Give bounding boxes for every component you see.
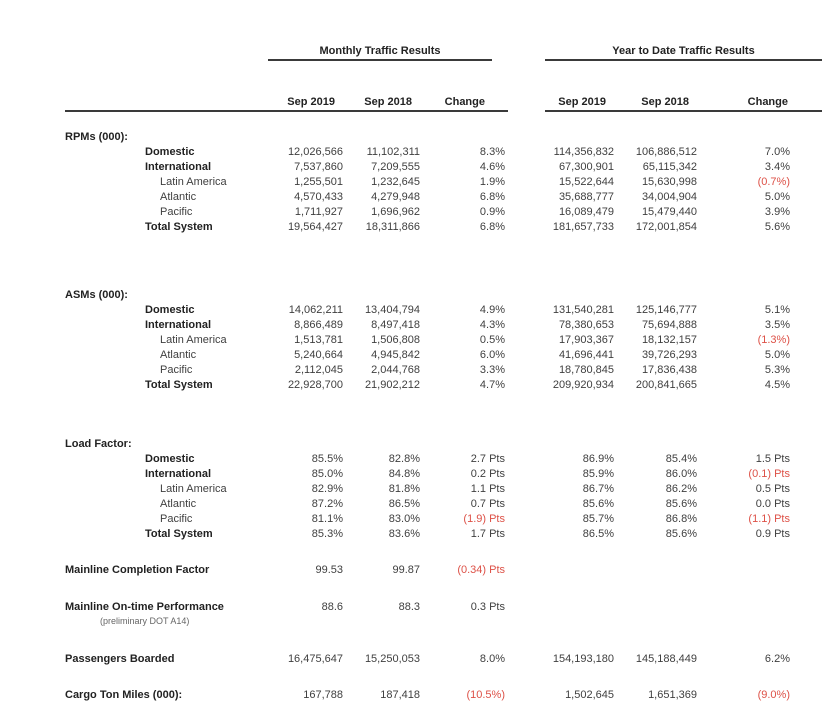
cell-monthly-change: 1.7 Pts <box>470 528 505 540</box>
cell-monthly-sep2018: 8,497,418 <box>371 319 420 331</box>
cell-ytd-sep2018: 106,886,512 <box>635 146 697 158</box>
cell-ytd-change: 0.0 Pts <box>755 498 790 510</box>
cell-monthly-sep2018: 1,506,808 <box>371 334 420 346</box>
header-underline-left <box>65 110 508 112</box>
cell-monthly-change: 0.2 Pts <box>470 468 505 480</box>
cell-monthly-sep2019: 7,537,860 <box>294 161 343 173</box>
column-header-monthly-change: Change <box>444 96 485 108</box>
cell-monthly-sep2018: 18,311,866 <box>365 221 420 233</box>
cell-monthly-change: 8.0% <box>479 653 505 665</box>
row-label: Total System <box>145 379 213 391</box>
cell-monthly-change: 0.5% <box>479 334 505 346</box>
cell-ytd-sep2018: 18,132,157 <box>641 334 697 346</box>
cell-ytd-sep2019: 78,380,653 <box>558 319 614 331</box>
cell-monthly-change: 1.1 Pts <box>470 483 505 495</box>
cell-ytd-sep2019: 85.6% <box>582 498 614 510</box>
cell-ytd-sep2018: 145,188,449 <box>635 653 697 665</box>
cell-monthly-sep2018: 2,044,768 <box>371 364 420 376</box>
column-header-row <box>0 95 835 110</box>
column-header-ytd-sep2019: Sep 2019 <box>558 96 606 108</box>
row-label: Passengers Boarded <box>65 653 175 665</box>
cell-ytd-change: 1.5 Pts <box>755 453 790 465</box>
cell-ytd-change <box>697 563 790 578</box>
cell-ytd-sep2018: 15,479,440 <box>641 206 697 218</box>
column-header-ytd-change: Change <box>747 96 788 108</box>
table-row <box>0 160 835 175</box>
column-gap <box>505 333 549 348</box>
row-label: Latin America <box>160 483 227 495</box>
column-header-monthly-sep2019: Sep 2019 <box>287 96 335 108</box>
cell-ytd-change: 0.9 Pts <box>755 528 790 540</box>
cell-ytd-change: (1.3%) <box>757 334 790 346</box>
row-label-spacer <box>65 95 265 110</box>
cell-monthly-change: 4.7% <box>479 379 505 391</box>
cell-ytd-sep2019: 86.7% <box>582 483 614 495</box>
cell-ytd-change: (0.1) Pts <box>748 468 790 480</box>
cell-monthly-sep2018: 187,418 <box>380 689 420 701</box>
row-label: Latin America <box>160 176 227 188</box>
cell-ytd-change: 6.2% <box>764 653 790 665</box>
table-row <box>0 363 835 378</box>
column-gap <box>505 190 549 205</box>
cell-ytd-sep2019: 17,903,367 <box>558 334 614 346</box>
cell-ytd-change: (9.0%) <box>757 689 790 701</box>
cell-monthly-change: 6.8% <box>479 191 505 203</box>
row-label: Mainline On-time Performance (preliminary DOT A14) <box>65 600 265 628</box>
column-gap <box>505 467 549 482</box>
cell-monthly-sep2018: 84.8% <box>388 468 420 480</box>
cell-monthly-change: 1.9% <box>479 176 505 188</box>
section-title: ASMs (000): <box>65 289 128 301</box>
cell-monthly-sep2019: 1,711,927 <box>294 206 343 218</box>
cell-monthly-sep2019: 167,788 <box>303 689 343 701</box>
cell-monthly-change: 4.3% <box>479 319 505 331</box>
cell-ytd-sep2018: 172,001,854 <box>635 221 697 233</box>
cell-monthly-sep2018: 81.8% <box>388 483 420 495</box>
table-row <box>0 303 835 318</box>
cell-monthly-sep2019: 88.6 <box>321 601 343 613</box>
cell-monthly-sep2019: 8,866,489 <box>294 319 343 331</box>
column-gap <box>505 452 549 467</box>
cell-ytd-sep2019: 86.5% <box>582 528 614 540</box>
section <box>0 288 835 393</box>
cell-ytd-change: 3.5% <box>764 319 790 331</box>
row-label: Total System <box>145 528 213 540</box>
cell-monthly-change: 0.3 Pts <box>470 601 505 613</box>
row-label: Domestic <box>145 304 195 316</box>
cell-ytd-sep2018 <box>614 600 697 628</box>
column-gap <box>505 378 549 393</box>
cell-ytd-sep2018 <box>614 563 697 578</box>
cell-monthly-sep2018: 1,696,962 <box>371 206 420 218</box>
row-label: Atlantic <box>160 191 197 203</box>
table-row <box>0 145 835 160</box>
cell-monthly-sep2019: 82.9% <box>311 483 343 495</box>
cell-ytd-sep2019: 131,540,281 <box>552 304 614 316</box>
table-row <box>0 512 835 527</box>
cell-monthly-change: 6.0% <box>479 349 505 361</box>
cell-monthly-sep2018: 21,902,212 <box>364 379 420 391</box>
cell-ytd-sep2019: 86.9% <box>582 453 614 465</box>
row-note: (preliminary DOT A14) <box>100 616 190 626</box>
cell-monthly-change: 6.8% <box>479 221 505 233</box>
cell-monthly-sep2018: 99.87 <box>392 564 420 576</box>
row-label: Domestic <box>145 146 195 158</box>
cell-ytd-sep2018: 86.2% <box>665 483 697 495</box>
summary-row <box>0 652 835 667</box>
cell-monthly-sep2019: 1,513,781 <box>294 334 343 346</box>
cell-ytd-change: 3.9% <box>764 206 790 218</box>
cell-monthly-sep2019: 87.2% <box>311 498 343 510</box>
row-label: International <box>145 319 212 331</box>
summary-row <box>0 563 835 578</box>
cell-monthly-change: 4.6% <box>479 161 505 173</box>
cell-ytd-sep2019: 35,688,777 <box>558 191 614 203</box>
table-row <box>0 220 835 235</box>
row-label: Cargo Ton Miles (000): <box>65 689 183 701</box>
column-gap <box>505 497 549 512</box>
column-gap <box>505 527 549 542</box>
cell-ytd-sep2018: 86.8% <box>665 513 697 525</box>
row-label: Total System <box>145 221 213 233</box>
cell-monthly-sep2019: 81.1% <box>311 513 343 525</box>
cell-ytd-sep2018: 125,146,777 <box>635 304 697 316</box>
cell-monthly-sep2019: 5,240,664 <box>294 349 343 361</box>
cell-ytd-sep2018: 85.6% <box>665 528 697 540</box>
cell-ytd-sep2018: 1,651,369 <box>648 689 697 701</box>
summary-row <box>0 600 835 628</box>
section-title: Load Factor: <box>65 438 132 450</box>
cell-monthly-sep2018: 82.8% <box>388 453 420 465</box>
cell-monthly-change: (1.9) Pts <box>463 513 505 525</box>
row-label: Atlantic <box>160 349 197 361</box>
cell-monthly-sep2019: 4,570,433 <box>294 191 343 203</box>
table-row <box>0 378 835 393</box>
cell-monthly-sep2019: 22,928,700 <box>287 379 343 391</box>
header-underline-right <box>545 110 822 112</box>
column-gap <box>505 205 549 220</box>
row-label: Mainline Completion Factor <box>65 564 210 576</box>
column-gap <box>505 363 549 378</box>
cell-ytd-sep2018: 75,694,888 <box>641 319 697 331</box>
cell-monthly-sep2019: 16,475,647 <box>287 653 343 665</box>
row-label: International <box>145 161 212 173</box>
cell-monthly-change: 8.3% <box>479 146 505 158</box>
cell-monthly-sep2018: 83.0% <box>388 513 420 525</box>
cell-ytd-sep2019: 18,780,845 <box>558 364 614 376</box>
table-row <box>0 205 835 220</box>
cell-ytd-change: 7.0% <box>764 146 790 158</box>
cell-ytd-sep2019: 85.7% <box>582 513 614 525</box>
cell-ytd-change: 5.0% <box>764 349 790 361</box>
section <box>0 130 835 235</box>
cell-monthly-sep2019: 14,062,211 <box>288 304 343 316</box>
cell-monthly-sep2018: 1,232,645 <box>371 176 420 188</box>
cell-ytd-sep2018: 15,630,998 <box>641 176 697 188</box>
group-title-monthly: Monthly Traffic Results <box>319 45 441 57</box>
column-gap <box>505 348 549 363</box>
cell-ytd-sep2019: 181,657,733 <box>552 221 614 233</box>
cell-monthly-sep2018: 4,279,948 <box>371 191 420 203</box>
section-title-row <box>0 130 835 145</box>
column-gap <box>505 220 549 235</box>
cell-ytd-sep2019: 41,696,441 <box>558 349 614 361</box>
row-label: Domestic <box>145 453 195 465</box>
cell-ytd-change: 5.3% <box>764 364 790 376</box>
cell-monthly-sep2019: 2,112,045 <box>294 364 343 376</box>
cell-monthly-sep2019: 85.3% <box>311 528 343 540</box>
cell-monthly-sep2019: 1,255,501 <box>294 176 343 188</box>
cell-monthly-change: (0.34) Pts <box>457 564 505 576</box>
section-title-row <box>0 288 835 303</box>
cell-ytd-change: 5.0% <box>764 191 790 203</box>
table-row <box>0 497 835 512</box>
row-label: Pacific <box>160 206 193 218</box>
column-gap <box>505 688 549 703</box>
cell-ytd-sep2018: 39,726,293 <box>641 349 697 361</box>
cell-ytd-change: 0.5 Pts <box>755 483 790 495</box>
cell-monthly-change: 0.7 Pts <box>470 498 505 510</box>
table-row <box>0 467 835 482</box>
cell-monthly-sep2018: 13,404,794 <box>364 304 420 316</box>
row-label: International <box>145 468 212 480</box>
cell-ytd-change: 5.1% <box>764 304 790 316</box>
cell-monthly-sep2018: 11,102,311 <box>366 146 420 158</box>
cell-ytd-sep2019: 67,300,901 <box>558 161 614 173</box>
cell-ytd-sep2018: 17,836,438 <box>641 364 697 376</box>
table-row <box>0 190 835 205</box>
cell-ytd-sep2019: 114,356,832 <box>553 146 614 158</box>
cell-ytd-change: (0.7%) <box>757 176 790 188</box>
cell-ytd-change: 4.5% <box>764 379 790 391</box>
cell-monthly-change: 2.7 Pts <box>470 453 505 465</box>
cell-ytd-sep2018: 85.6% <box>665 498 697 510</box>
cell-ytd-sep2019: 209,920,934 <box>552 379 614 391</box>
row-label: Pacific <box>160 513 193 525</box>
column-gap <box>505 318 549 333</box>
row-label: Latin America <box>160 334 227 346</box>
table-row <box>0 175 835 190</box>
table-row <box>0 348 835 363</box>
column-gap <box>505 600 549 628</box>
monthly-group-underline <box>268 59 492 61</box>
cell-ytd-sep2019 <box>549 600 614 628</box>
cell-monthly-sep2019: 99.53 <box>315 564 343 576</box>
cell-ytd-sep2018: 34,004,904 <box>641 191 697 203</box>
cell-monthly-change: 0.9% <box>479 206 505 218</box>
group-title-ytd: Year to Date Traffic Results <box>612 45 755 57</box>
cell-monthly-change: 4.9% <box>479 304 505 316</box>
cell-monthly-sep2018: 4,945,842 <box>371 349 420 361</box>
cell-ytd-sep2018: 86.0% <box>665 468 697 480</box>
cell-monthly-change: 3.3% <box>479 364 505 376</box>
section-title-row <box>0 437 835 452</box>
cell-monthly-sep2018: 15,250,053 <box>364 653 420 665</box>
table-row <box>0 482 835 497</box>
cell-ytd-change <box>697 600 790 628</box>
column-gap <box>505 482 549 497</box>
table-row <box>0 452 835 467</box>
cell-monthly-sep2018: 88.3 <box>398 601 420 613</box>
cell-ytd-sep2018: 85.4% <box>665 453 697 465</box>
column-gap <box>505 95 549 110</box>
cell-ytd-sep2018: 200,841,665 <box>635 379 697 391</box>
cell-ytd-change: 3.4% <box>764 161 790 173</box>
column-gap <box>505 145 549 160</box>
cell-monthly-sep2019: 85.0% <box>311 468 343 480</box>
table-row <box>0 527 835 542</box>
column-gap <box>505 563 549 578</box>
table-body <box>0 130 835 703</box>
column-gap <box>505 512 549 527</box>
column-header-monthly-sep2018: Sep 2018 <box>364 96 412 108</box>
ytd-group-underline <box>545 59 822 61</box>
row-label: Pacific <box>160 364 193 376</box>
cell-monthly-change: (10.5%) <box>466 689 505 701</box>
cell-monthly-sep2019: 12,026,566 <box>287 146 343 158</box>
column-gap <box>505 303 549 318</box>
column-gap <box>505 175 549 190</box>
cell-ytd-sep2019: 1,502,645 <box>565 689 614 701</box>
section-title: RPMs (000): <box>65 131 128 143</box>
cell-monthly-sep2018: 83.6% <box>388 528 420 540</box>
column-gap <box>505 160 549 175</box>
cell-ytd-change: 5.6% <box>764 221 790 233</box>
cell-ytd-sep2019: 15,522,644 <box>558 176 614 188</box>
cell-ytd-change: (1.1) Pts <box>748 513 790 525</box>
section <box>0 437 835 542</box>
cell-monthly-sep2018: 7,209,555 <box>371 161 420 173</box>
cell-monthly-sep2018: 86.5% <box>388 498 420 510</box>
cell-ytd-sep2019: 16,089,479 <box>558 206 614 218</box>
cell-ytd-sep2019: 154,193,180 <box>552 653 614 665</box>
column-header-ytd-sep2018: Sep 2018 <box>641 96 689 108</box>
cell-ytd-sep2018: 65,115,342 <box>642 161 697 173</box>
table-row <box>0 318 835 333</box>
cell-monthly-sep2019: 85.5% <box>311 453 343 465</box>
summary-row <box>0 688 835 703</box>
cell-ytd-sep2019 <box>549 563 614 578</box>
cell-ytd-sep2019: 85.9% <box>582 468 614 480</box>
row-label: Atlantic <box>160 498 197 510</box>
column-gap <box>505 652 549 667</box>
table-row <box>0 333 835 348</box>
cell-monthly-sep2019: 19,564,427 <box>287 221 343 233</box>
